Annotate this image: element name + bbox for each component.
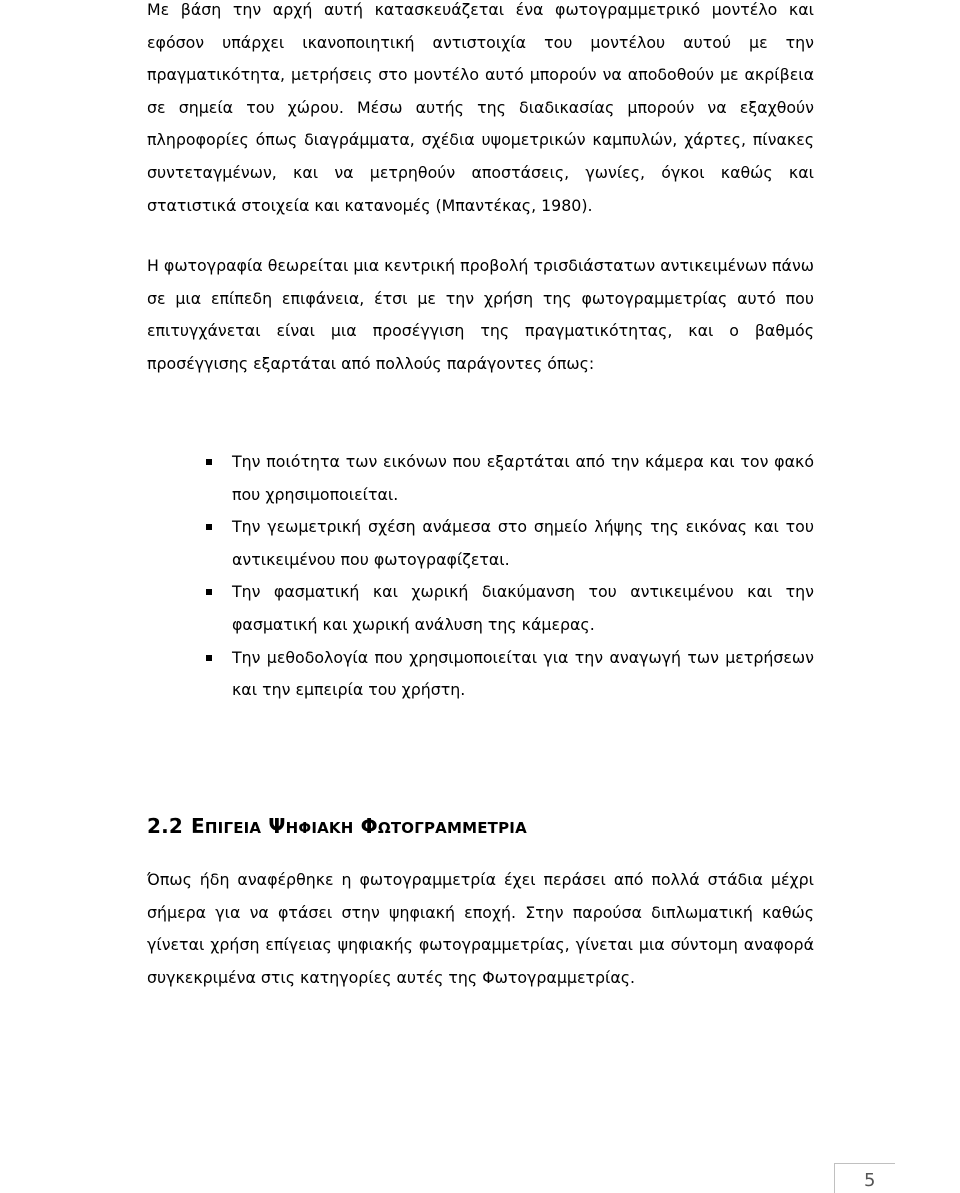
square-bullet-icon [206,459,212,465]
list-item: Την γεωμετρική σχέση ανάμεσα στο σημείο λήψης της εικόνας και του αντικειμένου που φωτογραφίζεται. [147,511,814,576]
paragraph-photogrammetric-model: Με βάση την αρχή αυτή κατασκευάζεται ένα φωτογραμμετρικό μοντέλο και εφόσον υπάρχει ικανοποιητική αντιστοιχία του μοντέλου αυτού με την πραγματικότητα, μετρήσεις στο μοντέλο αυτό μπορούν να αποδοθούν με ακρίβεια σε σημεία του χώρου. Μέσω αυτής της διαδικασίας μπορούν να εξαχθούν πληροφορίες όπως διαγράμματα, σχέδια υψομετρικών καμπυλών, χάρτες, πίνακες συντεταγμένων, και να μετρηθούν αποστάσεις, γωνίες, όγκοι καθώς και στατιστικά στοιχεία και κατανομές (Μπαντέκας, 1980). [147,0,814,215]
paragraph-central-projection: Η φωτογραφία θεωρείται μια κεντρική προβολή τρισδιάστατων αντικειμένων πάνω σε μια επίπεδη επιφάνεια, έτσι με την χρήση της φωτογραμμετρίας αυτό που επιτυγχάνεται είναι μια προσέγγιση της πραγματικότητας, και ο βαθμός προσέγγισης εξαρτάται από πολλούς παράγοντες όπως: [147,256,814,373]
square-bullet-icon [206,655,212,661]
list-item: Την μεθοδολογία που χρησιμοποιείται για την αναγωγή των μετρήσεων και την εμπειρία του χρήστη. [147,642,814,707]
list-item: Την ποιότητα των εικόνων που εξαρτάται από την κάμερα και τον φακό που χρησιμοποιείται. [147,446,814,511]
section-number: 2.2 [147,814,184,838]
square-bullet-icon [206,589,212,595]
page-number: 5 [864,1170,876,1191]
factors-list [147,446,814,707]
section-heading: 2.2 ΕΠΙΓΕΙΑ ΨΗΦΙΑΚΗ ΦΩΤΟΓΡΑΜΜΕΤΡΙΑ [147,814,527,838]
list-item: Την φασματική και χωρική διακύμανση του αντικειμένου και την φασματική και χωρική ανάλυση της κάμερας. [147,576,814,641]
square-bullet-icon [206,524,212,530]
paragraph-terrestrial-digital: Όπως ήδη αναφέρθηκε η φωτογραμμετρία έχει περάσει από πολλά στάδια μέχρι σήμερα για να φτάσει στην ψηφιακή εποχή. Στην παρούσα διπλωματική καθώς γίνεται χρήση επίγειας ψηφιακής φωτογραμμετρίας, γίνεται μια σύντομη αναφορά συγκεκριμένα στις κατηγορίες αυτές της Φωτογραμμετρίας. [147,870,814,987]
